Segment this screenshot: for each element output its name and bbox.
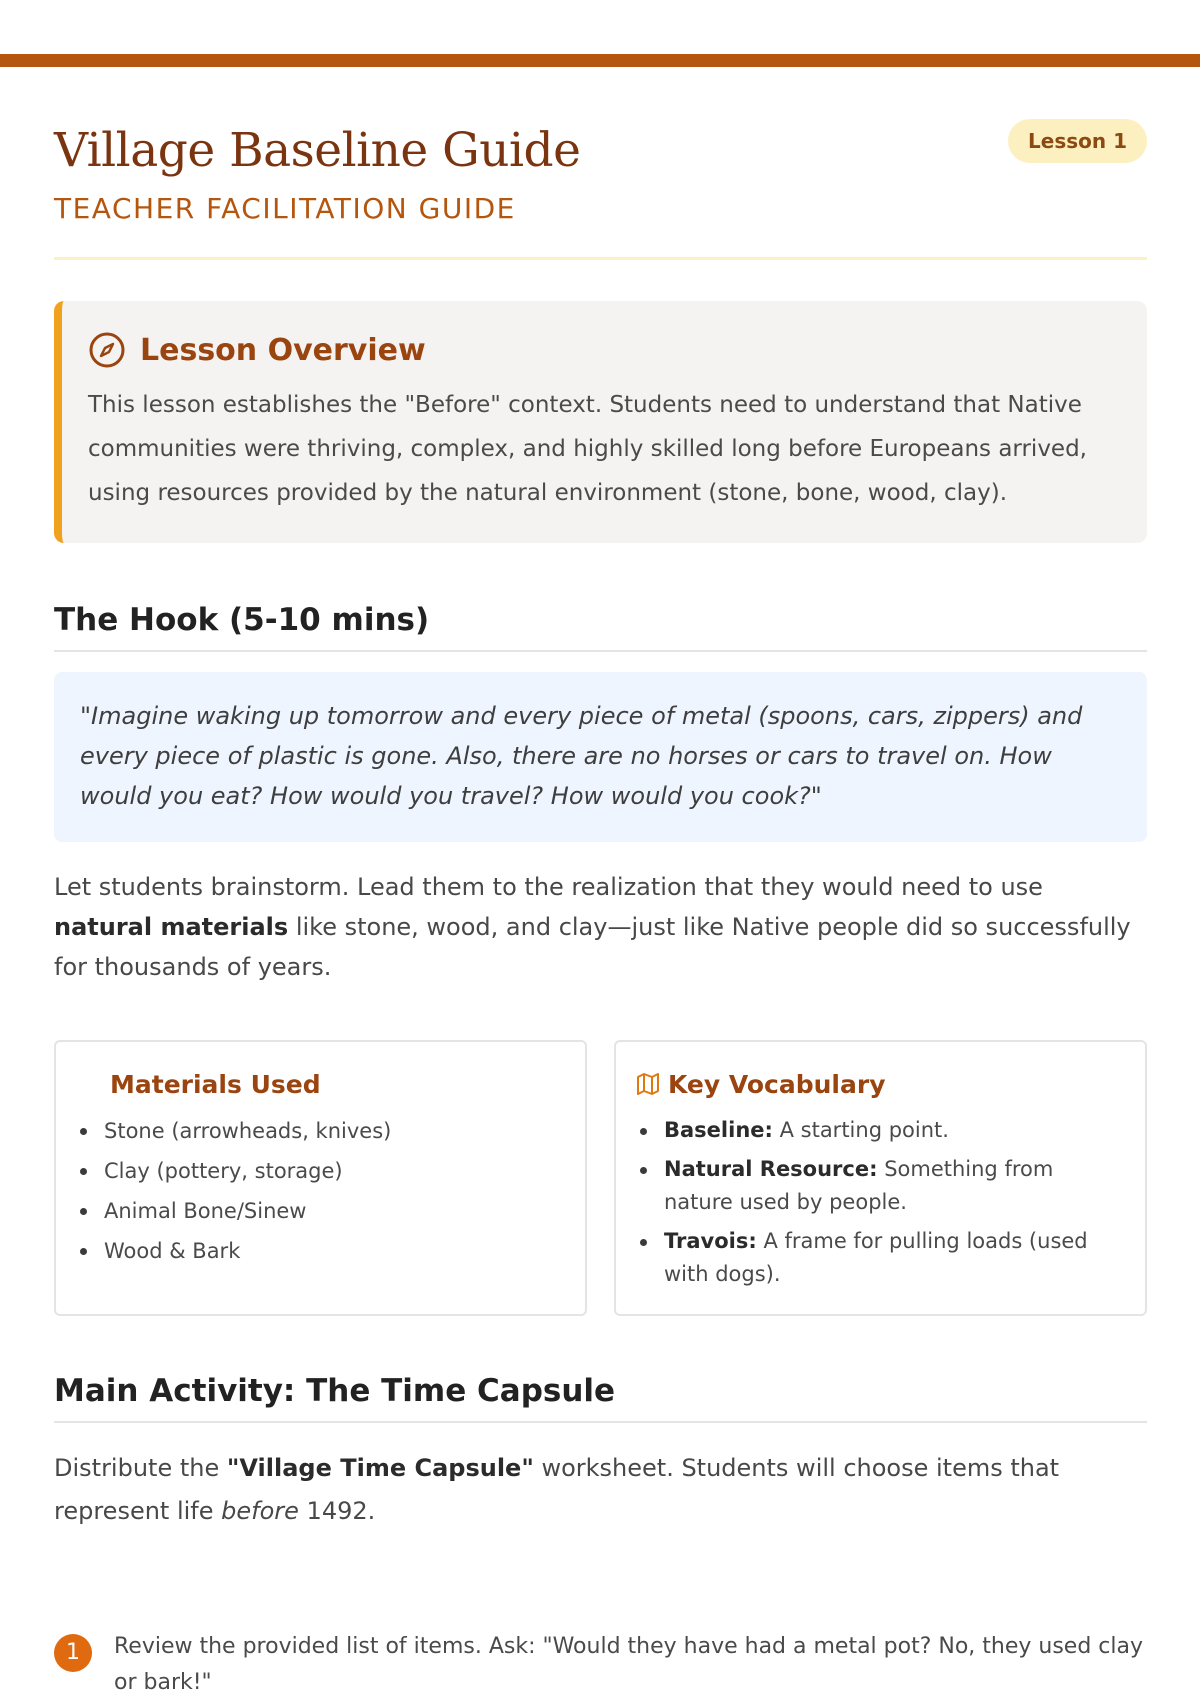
- vocab-term: Natural Resource:: [664, 1157, 878, 1181]
- hook-text-start: Let students brainstorm. Lead them to the realization that they would need to use: [54, 873, 1043, 901]
- lesson-badge: Lesson 1: [1008, 119, 1147, 163]
- vocabulary-list: [636, 1114, 1125, 1291]
- overview-title: Lesson Overview: [140, 332, 426, 368]
- main-activity-paragraph: [54, 1447, 1147, 1533]
- list-item: Stone (arrowheads, knives): [76, 1114, 565, 1148]
- guide-page: [54, 67, 1147, 1695]
- main-text-3: 1492.: [298, 1497, 376, 1525]
- hook-heading: The Hook (5-10 mins): [54, 602, 1147, 652]
- step-number: 1: [54, 1634, 92, 1672]
- vocabulary-title: Key Vocabulary: [668, 1069, 886, 1099]
- compass-icon: [88, 331, 126, 369]
- list-item: [636, 1225, 1125, 1291]
- overview-header: [88, 331, 1119, 369]
- vocab-term: Baseline:: [664, 1118, 773, 1142]
- main-text-1: Distribute the: [54, 1454, 227, 1482]
- vocab-term: Travois:: [664, 1229, 757, 1253]
- main-activity-heading: Main Activity: The Time Capsule: [54, 1373, 1147, 1423]
- vocab-definition: A frame for pulling loads (used with dogs).: [664, 1229, 1088, 1286]
- list-item: Animal Bone/Sinew: [76, 1194, 565, 1228]
- lesson-overview-box: [54, 301, 1147, 543]
- page-subtitle: TEACHER FACILITATION GUIDE: [54, 192, 516, 225]
- main-text-2: worksheet. Students will choose items that represent life: [54, 1454, 1060, 1525]
- step-text: Review the provided list of items. Ask: "Would they have had a metal pot? No, they used clay or bark!": [114, 1634, 1144, 1695]
- vocab-definition: A starting point.: [772, 1118, 949, 1142]
- vocabulary-card: [614, 1040, 1147, 1316]
- hook-quote: "Imagine waking up tomorrow and every piece of metal (spoons, cars, zippers) and every piece of plastic is gone. Also, there are no horses or cars to travel on. How would you eat? How would you travel? How would you cook?": [54, 672, 1147, 842]
- hook-text-bold: natural materials: [54, 913, 289, 941]
- page-header: [54, 67, 1147, 260]
- map-icon: [636, 1072, 660, 1096]
- worksheet-name: "Village Time Capsule": [226, 1454, 534, 1482]
- overview-text: This lesson establishes the "Before" context. Students need to understand that Native communities were thriving, complex, and highly skilled long before Europeans arrived, using resources provided by the natural environment (stone, bone, wood, clay).: [88, 392, 1087, 506]
- list-item: [636, 1114, 1125, 1147]
- materials-title: Materials Used: [110, 1069, 321, 1099]
- materials-card: [54, 1040, 587, 1316]
- list-item: Clay (pottery, storage): [76, 1154, 565, 1188]
- vocab-definition: Something from nature used by people.: [664, 1157, 1054, 1214]
- main-text-italic: before: [221, 1497, 299, 1525]
- hook-text-end: like stone, wood, and clay—just like Native people did so successfully for thousands of years.: [54, 913, 1131, 981]
- top-accent-bar: [0, 54, 1200, 67]
- vocabulary-header: [636, 1064, 1125, 1104]
- list-item: Wood & Bark: [76, 1234, 565, 1268]
- materials-list: [76, 1114, 565, 1268]
- page-title: Village Baseline Guide: [54, 123, 581, 178]
- list-item: [636, 1153, 1125, 1219]
- hook-paragraph: [54, 867, 1147, 987]
